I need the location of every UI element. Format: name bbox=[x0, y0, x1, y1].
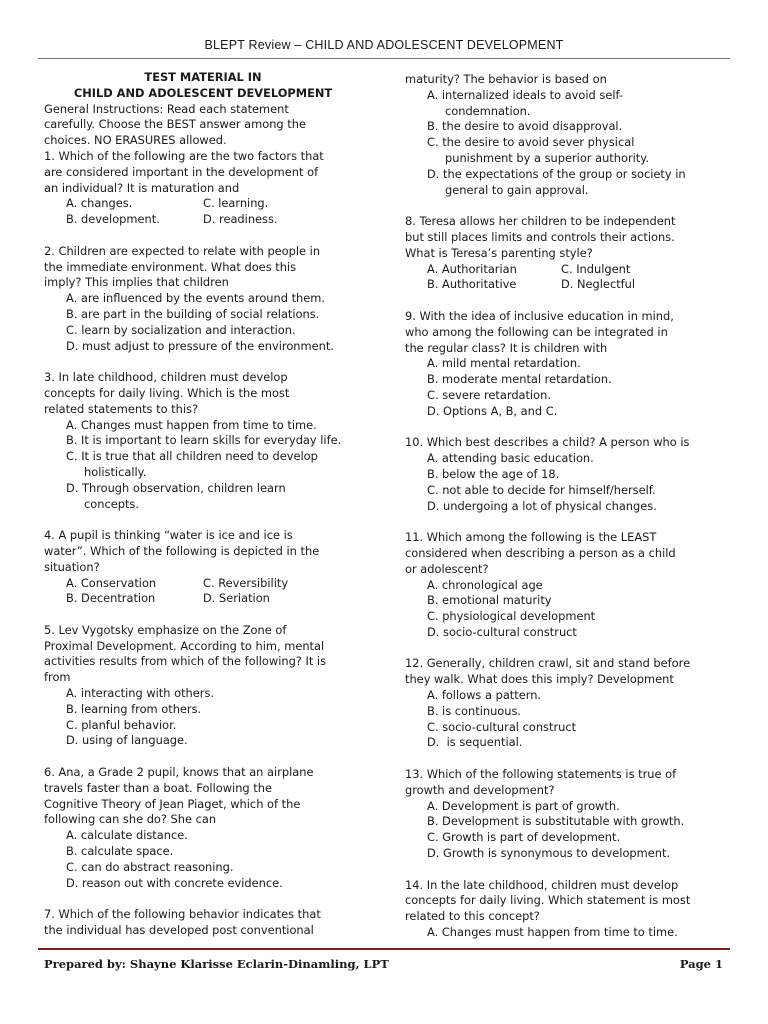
option-row bbox=[44, 576, 362, 592]
option-c: C. can do abstract reasoning. bbox=[66, 859, 234, 874]
question-7 bbox=[44, 907, 362, 939]
footer-prepared-by: Prepared by: Shayne Klarisse Eclarin-Dinamling, LPT bbox=[44, 957, 389, 971]
option-row bbox=[405, 262, 725, 278]
option-a: A. are influenced by the events around them. bbox=[66, 291, 325, 306]
option-c: C. It is true that all children need to develop bbox=[66, 449, 318, 464]
option-d: D. socio-cultural construct bbox=[427, 624, 577, 639]
option-c: C. planful behavior. bbox=[66, 717, 177, 732]
question-stem: situation? bbox=[44, 559, 100, 574]
question-stem: 14. In the late childhood, children must develop bbox=[405, 877, 679, 892]
option-b: B. Authoritative bbox=[427, 277, 517, 292]
question-stem: Cognitive Theory of Jean Piaget, which of the bbox=[44, 796, 301, 811]
option-a: A. Conservation bbox=[66, 575, 157, 590]
option-row bbox=[405, 277, 725, 293]
question-1 bbox=[44, 149, 362, 228]
question-6 bbox=[44, 765, 362, 891]
option-b: B. learning from others. bbox=[66, 701, 202, 716]
option-b: B. Decentration bbox=[66, 591, 156, 606]
option-b: B. Development is substitutable with growth. bbox=[427, 814, 685, 829]
question-3 bbox=[44, 370, 362, 512]
instructions bbox=[44, 102, 362, 149]
question-2 bbox=[44, 244, 362, 355]
option-b: B. It is important to learn skills for everyday life. bbox=[66, 433, 342, 448]
instructions-line: General Instructions: Read each statement bbox=[44, 101, 289, 116]
option-d: D. Through observation, children learn bbox=[66, 480, 286, 495]
option-d-continued: concepts. bbox=[84, 496, 139, 511]
option-b: B. are part in the building of social relations. bbox=[66, 306, 320, 321]
question-5 bbox=[44, 623, 362, 749]
option-d: D. must adjust to pressure of the environment. bbox=[66, 338, 334, 353]
option-c: C. Growth is part of development. bbox=[427, 830, 621, 845]
question-stem: 12. Generally, children crawl, sit and stand before bbox=[405, 656, 691, 671]
question-stem: who among the following can be integrated in bbox=[405, 324, 668, 339]
question-stem: 3. In late childhood, children must develop bbox=[44, 370, 288, 385]
question-stem: 13. Which of the following statements is true of bbox=[405, 767, 677, 782]
option-row bbox=[44, 591, 362, 607]
option-d: D. the expectations of the group or society in bbox=[427, 166, 686, 181]
question-stem: but still places limits and controls their actions. bbox=[405, 229, 675, 244]
option-d: D. Options A, B, and C. bbox=[427, 403, 558, 418]
question-stem: What is Teresa’s parenting style? bbox=[405, 245, 593, 260]
test-title-line-2: CHILD AND ADOLESCENT DEVELOPMENT bbox=[73, 85, 333, 100]
option-d: D. Seriation bbox=[203, 591, 270, 606]
option-b: B. moderate mental retardation. bbox=[427, 372, 612, 387]
option-c: C. physiological development bbox=[427, 609, 596, 624]
option-b: B. development. bbox=[66, 212, 160, 227]
question-8 bbox=[405, 214, 725, 293]
question-12 bbox=[405, 656, 725, 751]
question-stem: 9. With the idea of inclusive education in mind, bbox=[405, 308, 674, 323]
question-stem: 6. Ana, a Grade 2 pupil, knows that an airplane bbox=[44, 765, 314, 780]
option-c: C. socio-cultural construct bbox=[427, 719, 577, 734]
option-d: D. Growth is synonymous to development. bbox=[427, 846, 671, 861]
option-a: A. Development is part of growth. bbox=[427, 798, 620, 813]
question-stem: the individual has developed post conventional bbox=[44, 923, 314, 938]
page-number: Page 1 bbox=[679, 957, 723, 971]
question-stem: or adolescent? bbox=[405, 561, 489, 576]
question-stem: Proximal Development. According to him, mental bbox=[44, 638, 325, 653]
option-a: A. interacting with others. bbox=[66, 686, 215, 701]
option-a: A. attending basic education. bbox=[427, 451, 594, 466]
option-d: D. reason out with concrete evidence. bbox=[66, 875, 283, 890]
instructions-line: choices. NO ERASURES allowed. bbox=[44, 133, 227, 148]
option-b: B. emotional maturity bbox=[427, 593, 552, 608]
option-d: D. is sequential. bbox=[427, 735, 523, 750]
question-stem: from bbox=[44, 670, 71, 685]
option-a: A. Authoritarian bbox=[427, 261, 517, 276]
option-d: D. undergoing a lot of physical changes. bbox=[427, 498, 657, 513]
instructions-line: carefully. Choose the BEST answer among the bbox=[44, 117, 306, 132]
question-stem: imply? This implies that children bbox=[44, 275, 229, 290]
question-stem: 4. A pupil is thinking “water is ice and ice is bbox=[44, 528, 293, 543]
question-9 bbox=[405, 309, 725, 420]
option-a: A. Changes must happen from time to time. bbox=[427, 925, 678, 940]
question-stem: 10. Which best describes a child? A person who is bbox=[405, 435, 690, 450]
test-title-line-1: TEST MATERIAL IN bbox=[144, 70, 262, 84]
option-c: C. learning. bbox=[203, 196, 269, 211]
question-7-continued bbox=[405, 72, 725, 198]
question-stem: maturity? The behavior is based on bbox=[405, 72, 607, 86]
question-stem: considered when describing a person as a child bbox=[405, 545, 676, 560]
option-b: B. below the age of 18. bbox=[427, 466, 560, 481]
question-4 bbox=[44, 528, 362, 607]
option-c: C. learn by socialization and interaction. bbox=[66, 322, 296, 337]
option-c: C. Reversibility bbox=[203, 575, 289, 590]
option-c: C. not able to decide for himself/herself. bbox=[427, 482, 656, 497]
option-d: D. using of language. bbox=[66, 733, 188, 748]
question-stem: 11. Which among the following is the LEAST bbox=[405, 530, 657, 545]
question-stem: 7. Which of the following behavior indicates that bbox=[44, 907, 321, 922]
option-a-continued: condemnation. bbox=[445, 103, 531, 118]
question-stem: activities results from which of the following? It is bbox=[44, 654, 327, 669]
option-c: C. Indulgent bbox=[561, 261, 631, 276]
question-stem: 8. Teresa allows her children to be independent bbox=[405, 214, 676, 229]
left-column bbox=[44, 70, 362, 955]
question-stem: related statements to this? bbox=[44, 401, 198, 416]
option-d: D. readiness. bbox=[203, 212, 278, 227]
question-stem: an individual? It is maturation and bbox=[44, 180, 240, 195]
question-stem: water”. Which of the following is depicted in the bbox=[44, 543, 320, 558]
question-stem: related to this concept? bbox=[405, 909, 540, 924]
footer-rule bbox=[38, 948, 730, 950]
header-rule bbox=[38, 58, 730, 59]
option-a: A. follows a pattern. bbox=[427, 688, 542, 703]
question-13 bbox=[405, 767, 725, 862]
question-stem: the immediate environment. What does this bbox=[44, 259, 297, 274]
option-a: A. Changes must happen from time to time. bbox=[66, 417, 317, 432]
option-row bbox=[44, 212, 362, 228]
option-c-continued: holistically. bbox=[84, 464, 147, 479]
question-stem: are considered important in the development of bbox=[44, 164, 319, 179]
question-14 bbox=[405, 878, 725, 941]
option-a: A. mild mental retardation. bbox=[427, 356, 581, 371]
option-a: A. changes. bbox=[66, 196, 133, 211]
question-stem: they walk. What does this imply? Development bbox=[405, 672, 674, 687]
question-stem: 5. Lev Vygotsky emphasize on the Zone of bbox=[44, 622, 287, 637]
option-d-continued: general to gain approval. bbox=[445, 182, 589, 197]
option-c-continued: punishment by a superior authority. bbox=[445, 150, 650, 165]
option-a: A. chronological age bbox=[427, 577, 543, 592]
question-stem: concepts for daily living. Which statement is most bbox=[405, 893, 691, 908]
question-stem: the regular class? It is children with bbox=[405, 340, 608, 355]
right-column bbox=[405, 72, 725, 957]
question-11 bbox=[405, 530, 725, 641]
question-stem: concepts for daily living. Which is the most bbox=[44, 385, 290, 400]
option-b: B. is continuous. bbox=[427, 703, 522, 718]
question-stem: 2. Children are expected to relate with people in bbox=[44, 243, 321, 258]
option-a: A. internalized ideals to avoid self- bbox=[427, 87, 624, 102]
option-a: A. calculate distance. bbox=[66, 828, 188, 843]
option-b: B. the desire to avoid disapproval. bbox=[427, 119, 623, 134]
question-stem: growth and development? bbox=[405, 782, 555, 797]
question-stem: travels faster than a boat. Following the bbox=[44, 780, 272, 795]
option-c: C. the desire to avoid sever physical bbox=[427, 135, 635, 150]
question-stem: 1. Which of the following are the two factors that bbox=[44, 148, 324, 163]
question-10 bbox=[405, 435, 725, 514]
page-header: BLEPT Review – CHILD AND ADOLESCENT DEVELOPMENT bbox=[204, 38, 564, 52]
option-row bbox=[44, 196, 362, 212]
question-stem: following can she do? She can bbox=[44, 812, 217, 827]
option-c: C. severe retardation. bbox=[427, 387, 551, 402]
option-b: B. calculate space. bbox=[66, 844, 174, 859]
option-d: D. Neglectful bbox=[561, 277, 636, 292]
